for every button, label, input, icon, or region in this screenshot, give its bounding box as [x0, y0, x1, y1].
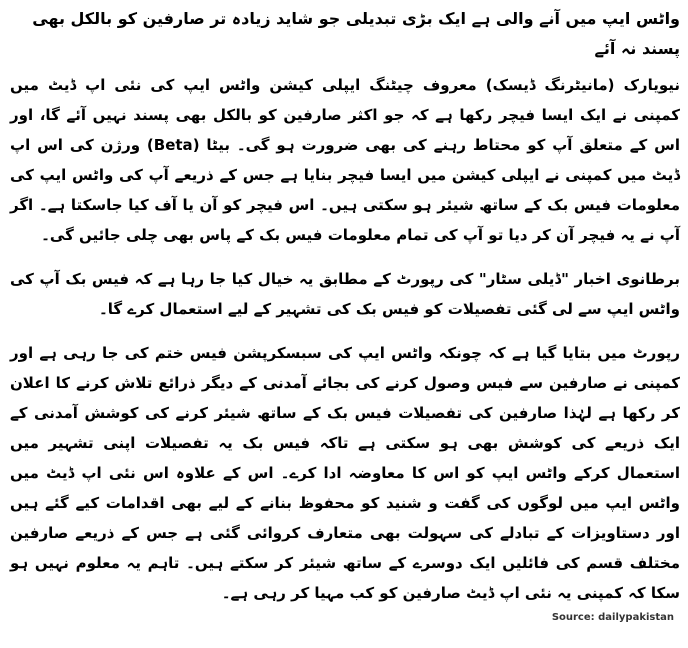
article: [10, 0, 680, 622]
source-credit: Source: dailypakistan: [551, 612, 674, 623]
article-paragraph: نیویارک (مانیٹرنگ ڈیسک) معروف چیٹنگ ایپلی کیشن واٹس ایپ کی نئی اپ ڈیٹ میں کمپنی نے ایک ایسا فیچر رکھا ہے کہ جو اکثر صارفین کو بالکل بھی پسند نہیں آئے گا، اور اس کے متعلق آپ کو محتاط رہنے کی بھی ضرورت ہو گی۔ بیٹا (Beta) ورژن کی اس اپ ڈیٹ میں کمپنی نے ایپلی کیشن میں ایسا فیچر بنایا ہے جس کے ذریعے آپ کی واٹس ایپ کی معلومات فیس بک کے ساتھ شیئر ہو سکتی ہیں۔ اس فیچر کو آن یا آف کیا جاسکتا ہے۔ اگر آپ نے یہ فیچر آن کر دیا تو آپ کی تمام معلومات فیس بک کے پاس بھی چلی جائیں گی۔: [10, 76, 680, 244]
article-headline: واٹس ایپ میں آنے والی ہے ایک بڑی تبدیلی جو شاید زیادہ تر صارفین کو بالکل بھی پسند نہ آئے: [32, 9, 680, 58]
article-paragraph: رپورٹ میں بتایا گیا ہے کہ چونکہ واٹس ایپ کی سبسکرپشن فیس ختم کی جا رہی ہے اور کمپنی نے صارفین سے فیس وصول کرنے کی بجائے آمدنی کے دیگر ذرائع تلاش کرنے کا اعلان کر رکھا ہے لہٰذا صارفین کی تفصیلات فیس بک کے ساتھ شیئر کرنے کی کوشش آمدنی کے ایک ذریعے کی کوشش بھی ہو سکتی ہے تاکہ فیس بک یہ تفصیلات اپنی تشہیر میں استعمال کرکے واٹس ایپ کو اس کا معاوضہ ادا کرے۔ اس کے علاوہ اس نئی اپ ڈیٹ میں واٹس ایپ میں لوگوں کی گفت و شنید کو محفوظ بنانے کے لیے بھی اقدامات کیے گئے ہیں اور دستاویزات کے تبادلے کی سہولت بھی متعارف کروائی گئی ہے جس کے ذریعے صارفین مختلف قسم کی فائلیں ایک دوسرے کے ساتھ شیئر کر سکتے ہیں۔ تاہم یہ معلوم نہیں ہو سکا کہ کمپنی یہ نئی اپ ڈیٹ صارفین کو کب مہیا کر رہی ہے۔: [10, 344, 680, 602]
article-paragraph: برطانوی اخبار "ڈیلی سٹار" کی رپورٹ کے مطابق یہ خیال کیا جا رہا ہے کہ فیس بک آپ کی واٹس ایپ سے لی گئی تفصیلات کو فیس بک کی تشہیر کے لیے استعمال کرے گا۔: [10, 270, 680, 318]
